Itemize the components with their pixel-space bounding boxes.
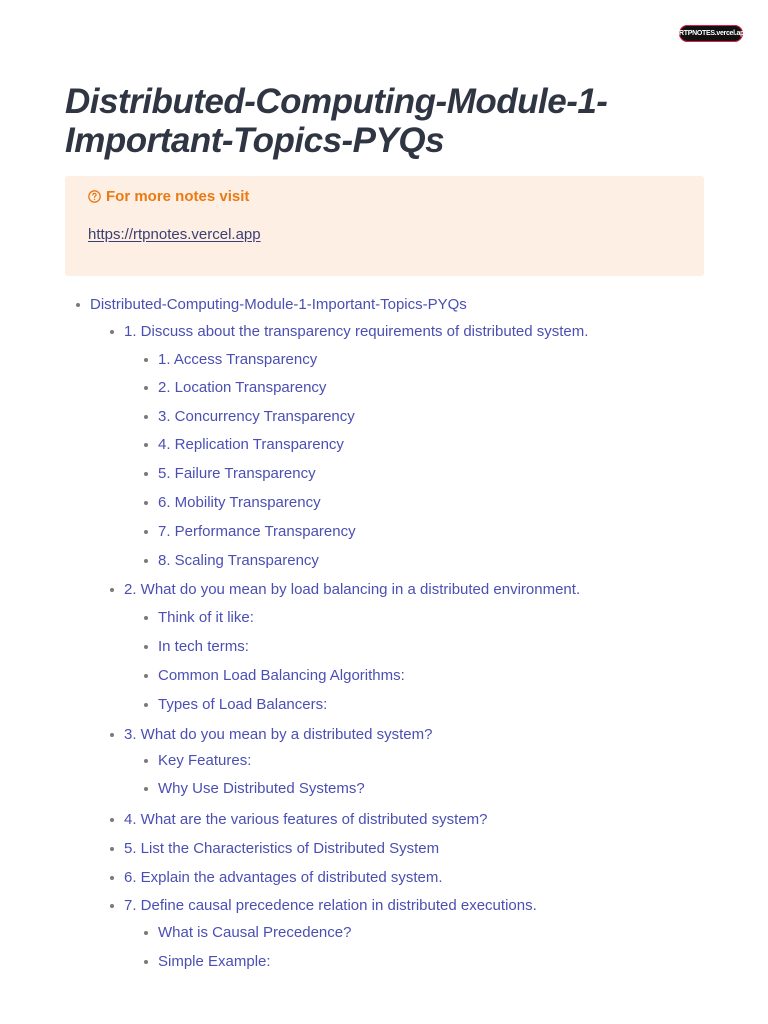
list-bullet [144, 759, 148, 763]
toc-link-level-2[interactable]: Think of it like: [158, 609, 254, 626]
toc-link-level-1[interactable]: 6. Explain the advantages of distributed system. [124, 869, 443, 886]
toc-link-level-2[interactable]: 2. Location Transparency [158, 379, 327, 396]
list-bullet [144, 472, 148, 476]
list-bullet [144, 703, 148, 707]
toc-link-level-1[interactable]: 7. Define causal precedence relation in distributed executions. [124, 897, 537, 914]
toc-link-level-2[interactable]: Why Use Distributed Systems? [158, 780, 365, 797]
list-bullet [144, 386, 148, 390]
list-bullet [144, 415, 148, 419]
list-bullet [144, 530, 148, 534]
toc-link-level-2[interactable]: In tech terms: [158, 638, 249, 655]
list-bullet [144, 559, 148, 563]
list-bullet [76, 303, 80, 307]
toc-link-level-1[interactable]: 4. What are the various features of distributed system? [124, 811, 488, 828]
notes-site-link[interactable]: https://rtpnotes.vercel.app [88, 226, 261, 243]
toc-link-level-2[interactable]: Types of Load Balancers: [158, 696, 328, 713]
toc-link-level-2[interactable]: Common Load Balancing Algorithms: [158, 667, 405, 684]
site-badge[interactable]: RTPNOTES.vercel.app [679, 25, 743, 42]
list-bullet [144, 616, 148, 620]
toc-link-level-2[interactable]: 1. Access Transparency [158, 351, 318, 368]
toc-link-level-1[interactable]: 1. Discuss about the transparency requirements of distributed system. [124, 323, 589, 340]
toc-link-level-2[interactable]: 8. Scaling Transparency [158, 552, 319, 569]
toc-link-level-2[interactable]: What is Causal Precedence? [158, 924, 352, 941]
list-bullet [110, 904, 114, 908]
list-bullet [110, 588, 114, 592]
toc-link-level-1[interactable]: 3. What do you mean by a distributed system? [124, 726, 433, 743]
list-bullet [144, 931, 148, 935]
toc-link-level-2[interactable]: Simple Example: [158, 953, 271, 970]
toc-link-level-2[interactable]: 6. Mobility Transparency [158, 494, 321, 511]
list-bullet [110, 847, 114, 851]
list-bullet [110, 818, 114, 822]
toc-link-level-2[interactable]: 3. Concurrency Transparency [158, 408, 355, 425]
toc-link-level-1[interactable]: 5. List the Characteristics of Distributed System [124, 840, 440, 857]
list-bullet [110, 876, 114, 880]
toc-link-level-2[interactable]: Key Features: [158, 752, 252, 769]
list-bullet [144, 358, 148, 362]
list-bullet [144, 960, 148, 964]
toc-link-level-2[interactable]: 7. Performance Transparency [158, 523, 356, 540]
page-title: Distributed-Computing-Module-1-Important-Topics-PYQs [65, 82, 608, 160]
toc-link-level-0[interactable]: Distributed-Computing-Module-1-Important-Topics-PYQs [90, 296, 467, 313]
list-bullet [144, 443, 148, 447]
list-bullet [144, 674, 148, 678]
toc-link-level-1[interactable]: 2. What do you mean by load balancing in a distributed environment. [124, 581, 581, 598]
list-bullet [144, 501, 148, 505]
list-bullet [110, 330, 114, 334]
toc-link-level-2[interactable]: 4. Replication Transparency [158, 436, 344, 453]
list-bullet [144, 645, 148, 649]
callout-heading: For more notes visit [106, 188, 250, 205]
list-bullet [144, 787, 148, 791]
list-bullet [110, 733, 114, 737]
toc-link-level-2[interactable]: 5. Failure Transparency [158, 465, 316, 482]
